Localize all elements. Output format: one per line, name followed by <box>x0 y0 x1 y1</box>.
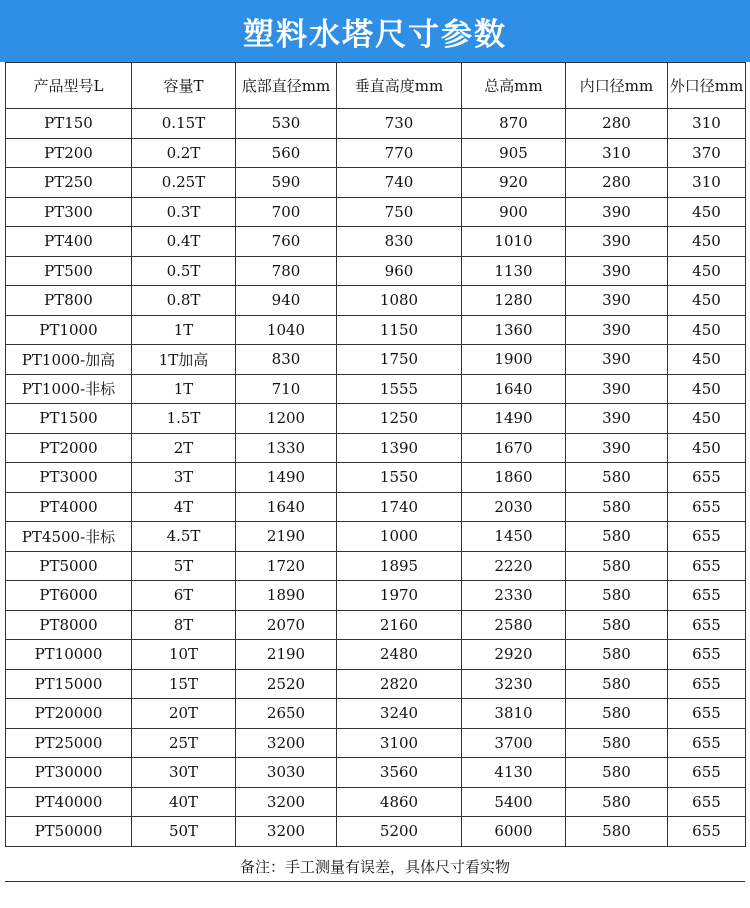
cell-vertical-height: 730 <box>337 109 462 139</box>
cell-outer-diameter: 655 <box>668 669 746 699</box>
header-total-height: 总高mm <box>462 63 566 109</box>
cell-vertical-height: 740 <box>337 168 462 198</box>
cell-capacity: 10T <box>132 640 236 670</box>
cell-total-height: 1860 <box>462 463 566 493</box>
table-row <box>6 522 746 552</box>
table-row <box>6 197 746 227</box>
cell-vertical-height: 1150 <box>337 315 462 345</box>
cell-capacity: 1T加高 <box>132 345 236 375</box>
cell-total-height: 870 <box>462 109 566 139</box>
cell-outer-diameter: 655 <box>668 610 746 640</box>
cell-bottom-diameter: 3200 <box>236 787 337 817</box>
cell-vertical-height: 1390 <box>337 433 462 463</box>
cell-total-height: 905 <box>462 138 566 168</box>
cell-inner-diameter: 390 <box>566 197 668 227</box>
table-row <box>6 817 746 847</box>
cell-inner-diameter: 580 <box>566 787 668 817</box>
cell-total-height: 1450 <box>462 522 566 552</box>
cell-outer-diameter: 450 <box>668 374 746 404</box>
cell-inner-diameter: 580 <box>566 463 668 493</box>
cell-outer-diameter: 655 <box>668 551 746 581</box>
cell-capacity: 0.3T <box>132 197 236 227</box>
cell-capacity: 4T <box>132 492 236 522</box>
table-row <box>6 404 746 434</box>
cell-vertical-height: 1000 <box>337 522 462 552</box>
cell-model: PT50000 <box>6 817 132 847</box>
cell-outer-diameter: 310 <box>668 109 746 139</box>
cell-bottom-diameter: 3030 <box>236 758 337 788</box>
table-row <box>6 286 746 316</box>
cell-vertical-height: 5200 <box>337 817 462 847</box>
table-row <box>6 315 746 345</box>
cell-model: PT1500 <box>6 404 132 434</box>
cell-model: PT1000-非标 <box>6 374 132 404</box>
cell-inner-diameter: 580 <box>566 581 668 611</box>
cell-capacity: 3T <box>132 463 236 493</box>
cell-inner-diameter: 390 <box>566 433 668 463</box>
cell-vertical-height: 1750 <box>337 345 462 375</box>
cell-model: PT2000 <box>6 433 132 463</box>
cell-inner-diameter: 390 <box>566 227 668 257</box>
cell-vertical-height: 3240 <box>337 699 462 729</box>
cell-inner-diameter: 280 <box>566 168 668 198</box>
header-bottom-diameter: 底部直径mm <box>236 63 337 109</box>
cell-outer-diameter: 655 <box>668 522 746 552</box>
cell-bottom-diameter: 530 <box>236 109 337 139</box>
cell-inner-diameter: 580 <box>566 551 668 581</box>
cell-inner-diameter: 310 <box>566 138 668 168</box>
cell-inner-diameter: 390 <box>566 404 668 434</box>
cell-inner-diameter: 580 <box>566 669 668 699</box>
cell-capacity: 30T <box>132 758 236 788</box>
cell-capacity: 1T <box>132 315 236 345</box>
cell-total-height: 1900 <box>462 345 566 375</box>
table-header <box>6 63 746 109</box>
cell-outer-diameter: 655 <box>668 817 746 847</box>
cell-bottom-diameter: 2650 <box>236 699 337 729</box>
cell-bottom-diameter: 830 <box>236 345 337 375</box>
cell-inner-diameter: 580 <box>566 492 668 522</box>
cell-total-height: 2920 <box>462 640 566 670</box>
table-row <box>6 551 746 581</box>
table-row <box>6 787 746 817</box>
cell-model: PT3000 <box>6 463 132 493</box>
table-row <box>6 669 746 699</box>
cell-total-height: 3700 <box>462 728 566 758</box>
header-outer-diameter: 外口径mm <box>668 63 746 109</box>
header-capacity: 容量T <box>132 63 236 109</box>
cell-outer-diameter: 655 <box>668 492 746 522</box>
cell-model: PT250 <box>6 168 132 198</box>
cell-vertical-height: 750 <box>337 197 462 227</box>
cell-capacity: 0.25T <box>132 168 236 198</box>
cell-model: PT150 <box>6 109 132 139</box>
table-row <box>6 138 746 168</box>
table-row <box>6 227 746 257</box>
cell-inner-diameter: 580 <box>566 610 668 640</box>
cell-model: PT10000 <box>6 640 132 670</box>
table-row <box>6 109 746 139</box>
table-row <box>6 374 746 404</box>
table-row <box>6 699 746 729</box>
cell-bottom-diameter: 3200 <box>236 817 337 847</box>
cell-bottom-diameter: 710 <box>236 374 337 404</box>
cell-capacity: 40T <box>132 787 236 817</box>
cell-outer-diameter: 450 <box>668 433 746 463</box>
table-row <box>6 345 746 375</box>
cell-inner-diameter: 390 <box>566 374 668 404</box>
cell-model: PT500 <box>6 256 132 286</box>
cell-bottom-diameter: 1040 <box>236 315 337 345</box>
cell-bottom-diameter: 1200 <box>236 404 337 434</box>
header-inner-diameter: 内口径mm <box>566 63 668 109</box>
cell-model: PT40000 <box>6 787 132 817</box>
cell-bottom-diameter: 2190 <box>236 640 337 670</box>
cell-total-height: 1130 <box>462 256 566 286</box>
cell-model: PT1000 <box>6 315 132 345</box>
header-vertical-height: 垂直高度mm <box>337 63 462 109</box>
cell-inner-diameter: 580 <box>566 522 668 552</box>
cell-outer-diameter: 655 <box>668 699 746 729</box>
table-row <box>6 492 746 522</box>
cell-vertical-height: 960 <box>337 256 462 286</box>
cell-vertical-height: 1080 <box>337 286 462 316</box>
cell-capacity: 5T <box>132 551 236 581</box>
cell-outer-diameter: 450 <box>668 404 746 434</box>
cell-total-height: 6000 <box>462 817 566 847</box>
cell-bottom-diameter: 2190 <box>236 522 337 552</box>
cell-model: PT4500-非标 <box>6 522 132 552</box>
cell-capacity: 0.8T <box>132 286 236 316</box>
cell-total-height: 1490 <box>462 404 566 434</box>
cell-inner-diameter: 580 <box>566 758 668 788</box>
header-row <box>6 63 746 109</box>
cell-capacity: 6T <box>132 581 236 611</box>
cell-vertical-height: 770 <box>337 138 462 168</box>
cell-total-height: 3810 <box>462 699 566 729</box>
cell-total-height: 1280 <box>462 286 566 316</box>
cell-inner-diameter: 390 <box>566 256 668 286</box>
cell-total-height: 2580 <box>462 610 566 640</box>
cell-bottom-diameter: 1720 <box>236 551 337 581</box>
cell-vertical-height: 2480 <box>337 640 462 670</box>
cell-bottom-diameter: 1490 <box>236 463 337 493</box>
cell-bottom-diameter: 940 <box>236 286 337 316</box>
cell-bottom-diameter: 560 <box>236 138 337 168</box>
cell-vertical-height: 1740 <box>337 492 462 522</box>
cell-model: PT4000 <box>6 492 132 522</box>
cell-inner-diameter: 580 <box>566 699 668 729</box>
cell-capacity: 25T <box>132 728 236 758</box>
header-model: 产品型号L <box>6 63 132 109</box>
cell-capacity: 8T <box>132 610 236 640</box>
cell-vertical-height: 1555 <box>337 374 462 404</box>
table-row <box>6 433 746 463</box>
table-row <box>6 758 746 788</box>
cell-bottom-diameter: 2070 <box>236 610 337 640</box>
cell-outer-diameter: 655 <box>668 787 746 817</box>
cell-model: PT8000 <box>6 610 132 640</box>
cell-bottom-diameter: 780 <box>236 256 337 286</box>
cell-outer-diameter: 655 <box>668 728 746 758</box>
cell-vertical-height: 1550 <box>337 463 462 493</box>
cell-outer-diameter: 655 <box>668 581 746 611</box>
cell-total-height: 900 <box>462 197 566 227</box>
cell-capacity: 4.5T <box>132 522 236 552</box>
cell-capacity: 1T <box>132 374 236 404</box>
spec-table-container <box>5 62 745 847</box>
cell-total-height: 1640 <box>462 374 566 404</box>
cell-outer-diameter: 450 <box>668 315 746 345</box>
cell-outer-diameter: 655 <box>668 463 746 493</box>
cell-vertical-height: 830 <box>337 227 462 257</box>
cell-model: PT300 <box>6 197 132 227</box>
table-row <box>6 581 746 611</box>
cell-total-height: 1010 <box>462 227 566 257</box>
table-bottom-border <box>5 881 745 882</box>
cell-capacity: 1.5T <box>132 404 236 434</box>
cell-outer-diameter: 655 <box>668 640 746 670</box>
cell-bottom-diameter: 1890 <box>236 581 337 611</box>
table-row <box>6 256 746 286</box>
table-row <box>6 168 746 198</box>
cell-outer-diameter: 450 <box>668 197 746 227</box>
cell-bottom-diameter: 1330 <box>236 433 337 463</box>
table-body <box>6 109 746 847</box>
table-row <box>6 640 746 670</box>
table-row <box>6 463 746 493</box>
spec-table <box>5 62 746 847</box>
cell-model: PT20000 <box>6 699 132 729</box>
table-row <box>6 610 746 640</box>
cell-bottom-diameter: 2520 <box>236 669 337 699</box>
cell-model: PT800 <box>6 286 132 316</box>
cell-model: PT30000 <box>6 758 132 788</box>
cell-capacity: 15T <box>132 669 236 699</box>
cell-vertical-height: 4860 <box>337 787 462 817</box>
cell-model: PT200 <box>6 138 132 168</box>
cell-vertical-height: 1250 <box>337 404 462 434</box>
cell-total-height: 3230 <box>462 669 566 699</box>
cell-vertical-height: 2820 <box>337 669 462 699</box>
cell-outer-diameter: 370 <box>668 138 746 168</box>
cell-model: PT15000 <box>6 669 132 699</box>
cell-capacity: 20T <box>132 699 236 729</box>
cell-bottom-diameter: 590 <box>236 168 337 198</box>
cell-total-height: 1360 <box>462 315 566 345</box>
cell-vertical-height: 1970 <box>337 581 462 611</box>
cell-total-height: 920 <box>462 168 566 198</box>
cell-capacity: 50T <box>132 817 236 847</box>
page-title: 塑料水塔尺寸参数 <box>243 16 507 53</box>
title-banner <box>0 0 750 62</box>
cell-outer-diameter: 450 <box>668 286 746 316</box>
cell-inner-diameter: 580 <box>566 640 668 670</box>
cell-vertical-height: 3560 <box>337 758 462 788</box>
cell-outer-diameter: 450 <box>668 345 746 375</box>
cell-capacity: 0.15T <box>132 109 236 139</box>
cell-bottom-diameter: 3200 <box>236 728 337 758</box>
cell-bottom-diameter: 760 <box>236 227 337 257</box>
cell-total-height: 1670 <box>462 433 566 463</box>
cell-capacity: 0.5T <box>132 256 236 286</box>
cell-bottom-diameter: 700 <box>236 197 337 227</box>
cell-capacity: 0.4T <box>132 227 236 257</box>
cell-model: PT5000 <box>6 551 132 581</box>
cell-inner-diameter: 280 <box>566 109 668 139</box>
cell-capacity: 2T <box>132 433 236 463</box>
cell-bottom-diameter: 1640 <box>236 492 337 522</box>
cell-total-height: 5400 <box>462 787 566 817</box>
cell-outer-diameter: 655 <box>668 758 746 788</box>
cell-inner-diameter: 580 <box>566 817 668 847</box>
cell-inner-diameter: 390 <box>566 315 668 345</box>
cell-model: PT400 <box>6 227 132 257</box>
cell-inner-diameter: 390 <box>566 345 668 375</box>
cell-model: PT1000-加高 <box>6 345 132 375</box>
cell-capacity: 0.2T <box>132 138 236 168</box>
cell-total-height: 2330 <box>462 581 566 611</box>
cell-vertical-height: 1895 <box>337 551 462 581</box>
cell-outer-diameter: 450 <box>668 256 746 286</box>
cell-total-height: 4130 <box>462 758 566 788</box>
cell-outer-diameter: 450 <box>668 227 746 257</box>
cell-total-height: 2220 <box>462 551 566 581</box>
table-row <box>6 728 746 758</box>
footnote: 备注：手工测量有误差，具体尺寸看实物 <box>5 853 745 881</box>
cell-inner-diameter: 580 <box>566 728 668 758</box>
cell-model: PT6000 <box>6 581 132 611</box>
cell-inner-diameter: 390 <box>566 286 668 316</box>
cell-outer-diameter: 310 <box>668 168 746 198</box>
cell-vertical-height: 2160 <box>337 610 462 640</box>
cell-vertical-height: 3100 <box>337 728 462 758</box>
cell-total-height: 2030 <box>462 492 566 522</box>
cell-model: PT25000 <box>6 728 132 758</box>
